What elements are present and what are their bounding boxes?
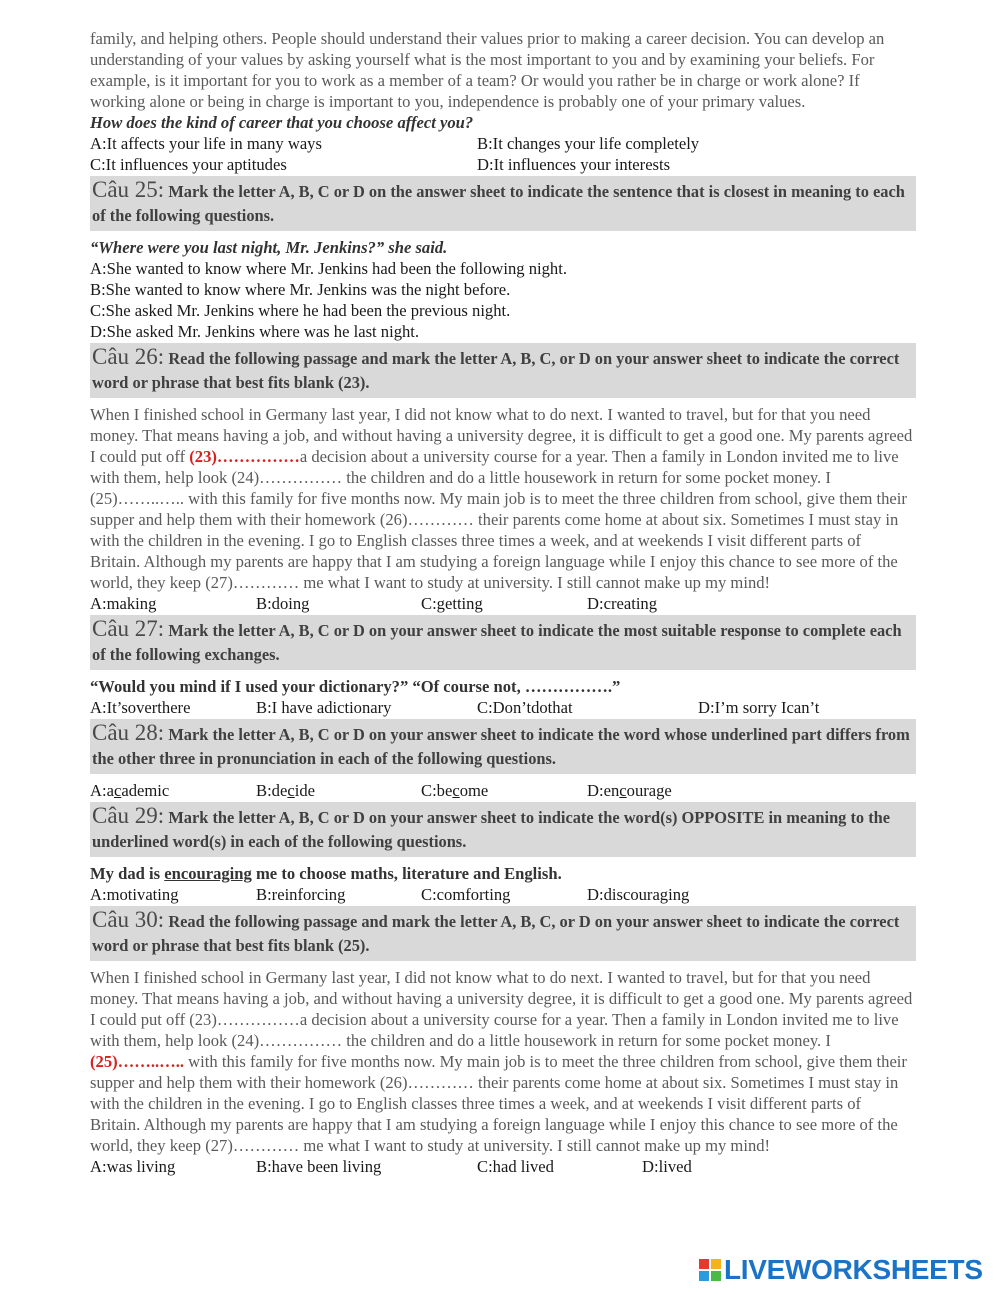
option-text: ide xyxy=(294,781,315,800)
option-d[interactable] xyxy=(587,780,672,801)
question-header-27 xyxy=(90,615,916,670)
option-a[interactable]: A:making xyxy=(90,594,157,613)
option-d[interactable]: D:lived xyxy=(642,1157,692,1176)
option-b[interactable]: B:reinforcing xyxy=(256,885,346,904)
question-number: Câu 29: xyxy=(92,803,165,828)
underlined-word: encouraging xyxy=(164,864,252,883)
options-row xyxy=(90,133,914,154)
stem-text: me to choose maths, literature and English. xyxy=(251,864,562,883)
option-c[interactable] xyxy=(421,780,587,801)
question-header-28 xyxy=(90,719,916,774)
logo-text: LIVEWORKSHEETS xyxy=(724,1254,983,1285)
option-b[interactable]: B:It changes your life completely xyxy=(477,134,700,153)
question-stem xyxy=(90,863,914,884)
option-text: ourage xyxy=(626,781,672,800)
option-d[interactable]: D:She asked Mr. Jenkins where was he last night. xyxy=(90,322,420,341)
question-number: Câu 28: xyxy=(92,720,165,745)
logo-square xyxy=(711,1259,721,1269)
underlined-letter: c xyxy=(113,781,122,800)
logo-square xyxy=(699,1259,709,1269)
option-a[interactable]: A:She wanted to know where Mr. Jenkins had been the following night. xyxy=(90,259,567,278)
question-instruction: Mark the letter A, B, C or D on your answer sheet to indicate the most suitable response to complete each of the following exchanges. xyxy=(92,621,902,664)
option-text: B:de xyxy=(256,781,288,800)
options-row xyxy=(90,1156,914,1177)
passage-text: When I finished school in Germany last year, I did not know what to do next. I wanted to travel, but for that you need money. That means having a job, and without having a university degree, it is difficult to get a good one. My parents agreed I could put off xyxy=(90,405,913,466)
worksheet-page xyxy=(90,28,914,1177)
option-c[interactable]: C:It influences your aptitudes xyxy=(90,155,287,174)
option-a[interactable]: A:It’soverthere xyxy=(90,698,191,717)
option-text: ademic xyxy=(121,781,170,800)
question-number: Câu 25: xyxy=(92,177,165,202)
passage-germany xyxy=(90,967,914,1156)
option-c[interactable]: C:comforting xyxy=(421,885,511,904)
question-number: Câu 27: xyxy=(92,616,165,641)
option-b[interactable]: B:I have adictionary xyxy=(256,698,392,717)
option-a[interactable]: A:It affects your life in many ways xyxy=(90,134,322,153)
question-instruction: Mark the letter A, B, C or D on your answer sheet to indicate the word whose underlined part differs from the other three in pronunciation in each of the following questions. xyxy=(92,725,910,768)
option-d[interactable]: D:It influences your interests xyxy=(477,155,671,174)
option-text: ome xyxy=(459,781,489,800)
option-a[interactable]: A:motivating xyxy=(90,885,179,904)
option-b[interactable]: B:doing xyxy=(256,594,310,613)
question-header-25 xyxy=(90,176,916,231)
passage-values: family, and helping others. People should understand their values prior to making a career decision. You can develop an understanding of your values by asking yourself what is the most important to you and by examining your beliefs. For example, is it important for you to work as a member of a team? Or would you rather be in charge or work alone? If working alone or being in charge is important to you, independence is probably one of your primary values. xyxy=(90,29,885,111)
question-header-30 xyxy=(90,906,916,961)
stem-text: My dad is xyxy=(90,864,165,883)
option-d[interactable]: D:creating xyxy=(587,594,658,613)
option-c[interactable]: C:getting xyxy=(421,594,483,613)
question-number: Câu 30: xyxy=(92,907,165,932)
option-a[interactable]: A:was living xyxy=(90,1157,176,1176)
question-instruction: Read the following passage and mark the letter A, B, C, or D on your answer sheet to indicate the correct word or phrase that best fits blank (25). xyxy=(92,912,900,955)
question-career: How does the kind of career that you choose affect you? xyxy=(90,113,474,132)
options-row xyxy=(90,154,914,175)
passage-text: When I finished school in Germany last year, I did not know what to do next. I wanted to travel, but for that you need money. That means having a job, and without having a university degree, it is difficult to get a good one. My parents agreed I could put off (23)……………a decision about a university course for a year. Then a family in London invited me to live with them, help look (24)…………… the children and do a little housework in return for some pocket money. I xyxy=(90,968,913,1050)
question-header-26 xyxy=(90,343,916,398)
underlined-letter: c xyxy=(619,781,627,800)
option-text: C:be xyxy=(421,781,453,800)
question-instruction: Mark the letter A, B, C or D on the answer sheet to indicate the sentence that is closest in meaning to each of the following questions. xyxy=(92,182,905,225)
question-number: Câu 26: xyxy=(92,344,165,369)
passage-text: a decision about a university course for a year. Then a family in London invited me to live with them, help look (24)…………… the children and do a little housework in return for some pocket money. I (25)……..….. with this family for five months now. My main job is to meet the three children from school, give them their supper and help them with their homework (26)………… their parents come home at about six. Sometimes I must stay in with the children in the evening. I go to English classes three times a week, and at weekends I visit different parts of Britain. Although my parents are happy that I am studying a foreign language while I enjoy this chance to see more of the world, they keep (27)………… me what I want to study at university. I still cannot make up my mind! xyxy=(90,447,907,592)
logo-square xyxy=(699,1271,709,1281)
question-stem: “Would you mind if I used your dictionary?” “Of course not, …………….” xyxy=(90,677,621,696)
liveworksheets-logo xyxy=(699,1254,983,1286)
logo-mark-icon xyxy=(699,1259,721,1281)
passage-text: with this family for five months now. My main job is to meet the three children from school, give them their supper and help them with their homework (26)………… their parents come home at about six. Sometimes I must stay in with the children in the evening. I go to English classes three times a week, and at weekends I visit different parts of Britain. Although my parents are happy that I am studying a foreign language while I enjoy this chance to see more of the world, they keep (27)………… me what I want to study at university. I still cannot make up my mind! xyxy=(90,1052,907,1155)
option-b[interactable]: B:have been living xyxy=(256,1157,382,1176)
options-row xyxy=(90,697,914,718)
option-d[interactable]: D:I’m sorry Ican’t xyxy=(698,698,820,717)
option-c[interactable]: C:She asked Mr. Jenkins where he had been the previous night. xyxy=(90,301,511,320)
option-c[interactable]: C:Don’tdothat xyxy=(477,698,573,717)
passage-germany xyxy=(90,404,914,593)
blank-25: (25)……..….. xyxy=(90,1052,185,1071)
options-row xyxy=(90,884,914,905)
options-row xyxy=(90,780,914,801)
option-text: A:a xyxy=(90,781,114,800)
question-instruction: Mark the letter A, B, C or D on your answer sheet to indicate the word(s) OPPOSITE in meaning to the underlined word(s) in each of the following questions. xyxy=(92,808,891,851)
blank-23: (23)…………… xyxy=(189,447,300,466)
underlined-letter: c xyxy=(452,781,460,800)
option-a[interactable] xyxy=(90,780,256,801)
option-c[interactable]: C:had lived xyxy=(477,1157,554,1176)
option-text: D:en xyxy=(587,781,620,800)
option-b[interactable]: B:She wanted to know where Mr. Jenkins was the night before. xyxy=(90,280,511,299)
option-b[interactable] xyxy=(256,780,421,801)
question-stem: “Where were you last night, Mr. Jenkins?” she said. xyxy=(90,238,448,257)
options-row xyxy=(90,593,914,614)
logo-square xyxy=(711,1271,721,1281)
underlined-letter: c xyxy=(287,781,295,800)
question-instruction: Read the following passage and mark the letter A, B, C, or D on your answer sheet to indicate the correct word or phrase that best fits blank (23). xyxy=(92,349,900,392)
option-d[interactable]: D:discouraging xyxy=(587,885,690,904)
question-header-29 xyxy=(90,802,916,857)
